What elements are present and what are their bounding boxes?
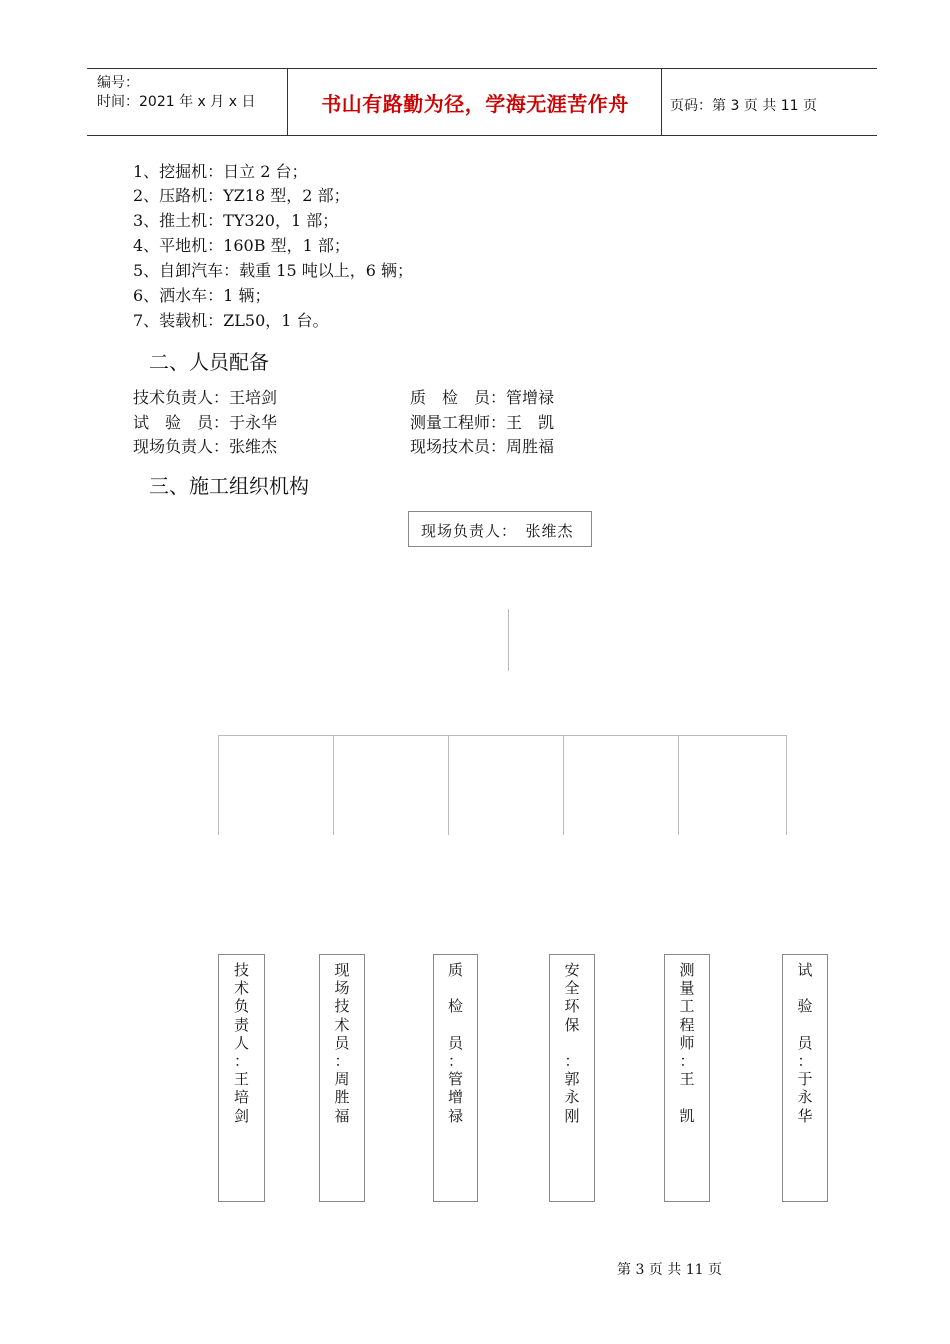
equipment-item: 2、压路机：YZ18 型，2 部； bbox=[133, 186, 350, 205]
time-label: 时间：2021 年 x 月 x 日 bbox=[97, 94, 256, 110]
equipment-item: 1、挖掘机：日立 2 台； bbox=[133, 162, 308, 181]
header-motto: 书山有路勤为径，学海无涯苦作舟 bbox=[321, 92, 629, 116]
org-top-box bbox=[408, 511, 592, 547]
section-title-staffing: 二、人员配备 bbox=[149, 350, 269, 374]
org-role-text: 技 术 负 责 人 ： 王 培 剑 bbox=[233, 961, 249, 1125]
org-role-text: 质 检 员 ： 管 增 禄 bbox=[447, 961, 463, 1125]
header-top-rule bbox=[87, 68, 877, 69]
org-role-box bbox=[549, 954, 595, 1202]
org-role-box bbox=[319, 954, 365, 1202]
org-connector-drop bbox=[218, 735, 219, 835]
org-connector-drop bbox=[333, 735, 334, 835]
org-role-text: 安 全 环 保 ： 郭 永 刚 bbox=[564, 961, 580, 1125]
page-footer: 第 3 页 共 11 页 bbox=[617, 1262, 722, 1278]
equipment-item: 7、装载机：ZL50，1 台。 bbox=[133, 311, 329, 330]
equipment-item: 5、自卸汽车：载重 15 吨以上，6 辆； bbox=[133, 261, 413, 280]
org-role-box bbox=[218, 954, 265, 1202]
equipment-item: 3、推土机：TY320，1 部； bbox=[133, 211, 339, 230]
staff-entry: 现场负责人：张维杰 bbox=[133, 437, 278, 456]
staff-entry: 质 检 员：管增禄 bbox=[410, 388, 555, 407]
org-connector-drop bbox=[786, 735, 787, 835]
org-top-box-text: 现场负责人： 张维杰 bbox=[421, 522, 574, 540]
section-title-organization: 三、施工组织机构 bbox=[149, 474, 309, 498]
org-role-text: 现 场 技 术 员 ： 周 胜 福 bbox=[334, 961, 350, 1125]
equipment-item: 6、洒水车：1 辆； bbox=[133, 286, 271, 305]
staff-entry: 现场技术员：周胜福 bbox=[410, 437, 555, 456]
org-connector-drop bbox=[563, 735, 564, 835]
equipment-item: 4、平地机：160B 型，1 部； bbox=[133, 236, 350, 255]
org-role-text: 试 验 员 ： 于 永 华 bbox=[797, 961, 813, 1125]
org-connector-drop bbox=[678, 735, 679, 835]
org-role-box bbox=[664, 954, 710, 1202]
serial-label: 编号： bbox=[97, 75, 139, 91]
org-connector-vertical bbox=[508, 609, 509, 671]
staff-entry: 技术负责人：王培剑 bbox=[133, 388, 278, 407]
staff-entry: 测量工程师：王 凯 bbox=[410, 413, 555, 432]
org-role-text: 测 量 工 程 师 ： 王 凯 bbox=[679, 961, 695, 1125]
staff-entry: 试 验 员：于永华 bbox=[133, 413, 278, 432]
org-connector-horizontal bbox=[218, 735, 787, 736]
org-connector-drop bbox=[448, 735, 449, 835]
page-label: 页码：第 3 页 共 11 页 bbox=[670, 98, 817, 114]
org-role-box bbox=[433, 954, 478, 1202]
org-role-box bbox=[782, 954, 828, 1202]
header-bottom-rule bbox=[87, 135, 877, 136]
